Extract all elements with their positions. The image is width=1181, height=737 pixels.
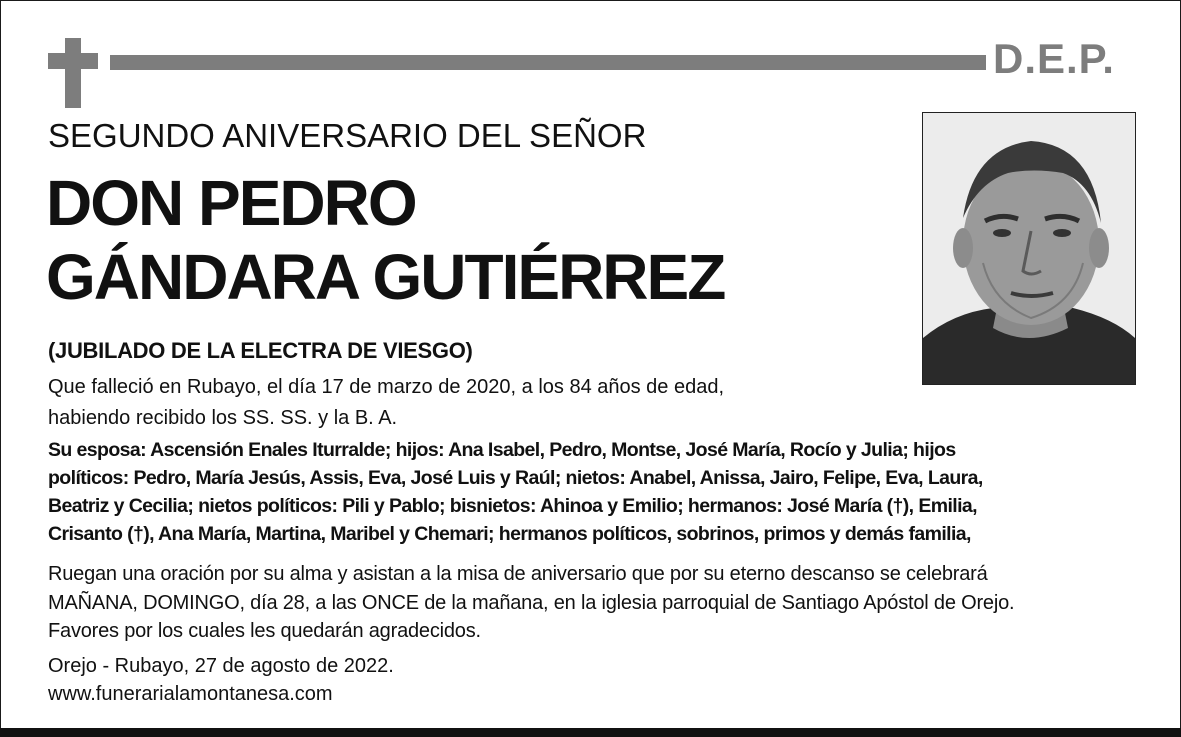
family-line-1: Su esposa: Ascensión Enales Iturralde; hijos: Ana Isabel, Pedro, Montse, José María, Rocío y Julia; hijos — [48, 439, 956, 461]
portrait-photo — [922, 112, 1136, 385]
mass-request — [48, 560, 1158, 646]
bottom-border — [0, 728, 1181, 737]
header-rule — [110, 55, 986, 70]
family-line-3: Beatriz y Cecilia; nietos políticos: Pili y Pablo; bisnietos: Ahinoa y Emilio; hermanos: José María (†), Emilia, — [48, 495, 977, 517]
notice-subtitle: SEGUNDO ANIVERSARIO DEL SEÑOR — [48, 117, 647, 154]
request-line-1: Ruegan una oración por su alma y asistan a la misa de aniversario que por su eterno descanso se celebrará — [48, 563, 988, 585]
death-line-2: habiendo recibido los SS. SS. y la B. A. — [48, 407, 398, 429]
place-date: Orejo - Rubayo, 27 de agosto de 2022. — [48, 655, 394, 677]
request-line-2: MAÑANA, DOMINGO, día 28, a las ONCE de la mañana, en la iglesia parroquial de Santiago Apóstol de Orejo. — [48, 591, 1015, 614]
dep-label: D.E.P. — [993, 35, 1115, 82]
occupation: (JUBILADO DE LA ELECTRA DE VIESGO) — [48, 338, 473, 363]
family-list — [48, 436, 1153, 548]
request-line-3: Favores por los cuales les quedarán agradecidos. — [48, 620, 481, 642]
name-line-1: DON PEDRO — [46, 167, 416, 239]
deceased-name — [46, 166, 724, 314]
death-details — [48, 372, 828, 434]
family-line-4: Crisanto (†), Ana María, Martina, Maribel y Chemari; hermanos políticos, sobrinos, primos y demás familia, — [48, 523, 971, 545]
death-line-1: Que falleció en Rubayo, el día 17 de marzo de 2020, a los 84 años de edad, — [48, 376, 725, 398]
name-line-2: GÁNDARA GUTIÉRREZ — [46, 241, 725, 313]
cross-icon — [48, 38, 98, 108]
family-line-2: políticos: Pedro, María Jesús, Assis, Eva, José Luis y Raúl; nietos: Anabel, Anissa, Jairo, Felipe, Eva, Laura, — [48, 467, 983, 489]
website-link[interactable]: www.funerarialamontanesa.com — [48, 683, 333, 705]
